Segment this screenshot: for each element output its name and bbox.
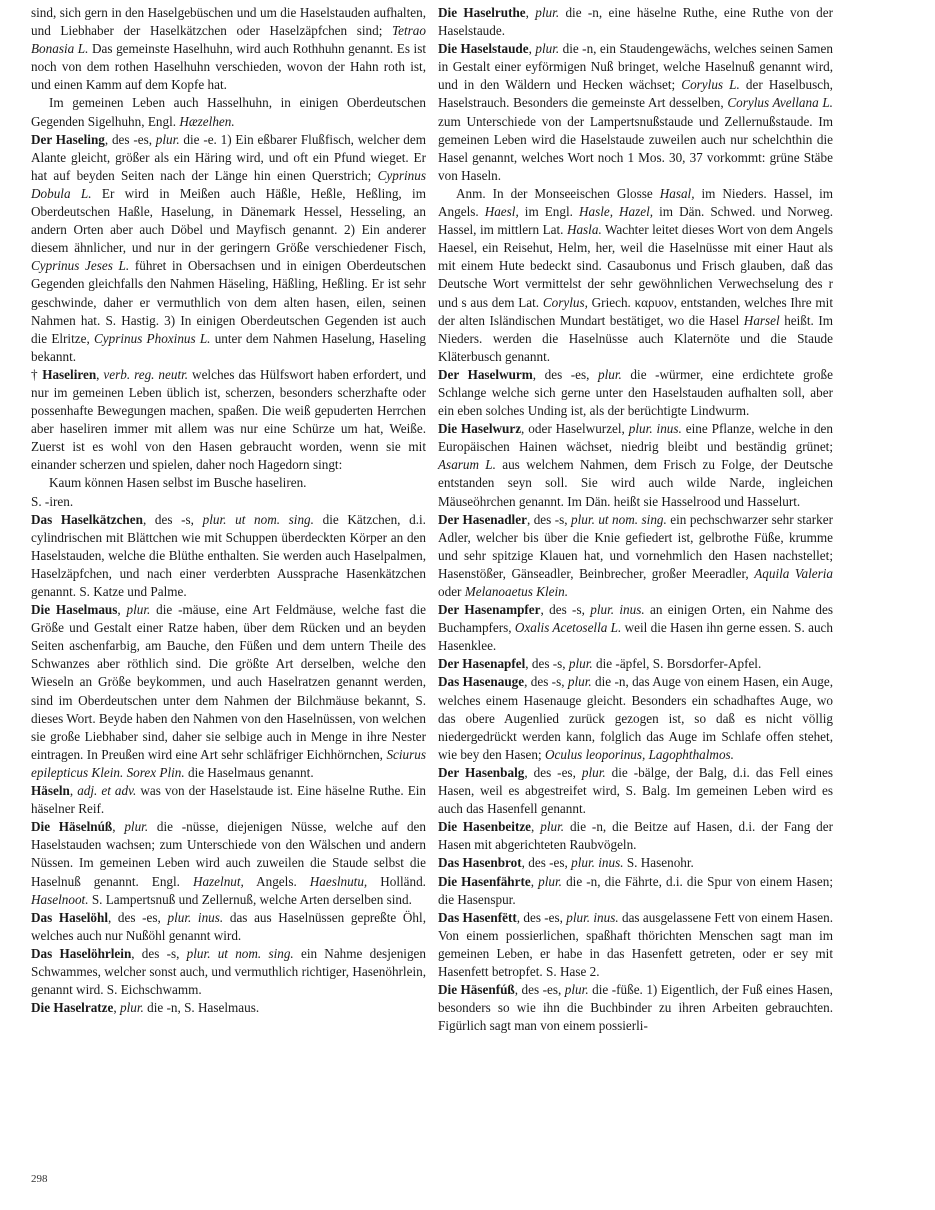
entry-text: , oder Haselwurzel, (521, 421, 629, 437)
entry-text: Er wird in Meißen auch Häßle, Heßle, Heßling, im Oberdeutschen Haßle, Haselung, in Dänemark Hessel, Hesseling, an andern Orten aber auch Döbel und Mayfisch genannt. 2) Ein anderer diesem ähnlicher, und nur in der geringern Größe verschiedener Fisch, (31, 185, 426, 256)
italic-term: Asarum L. (438, 457, 496, 473)
entry-text: , (530, 873, 539, 889)
dictionary-entry (31, 945, 426, 999)
entry-text: die -e. 1) Ein eßbarer Flußfisch, welcher dem Alante gleicht, größer als ein Häring wird, und oft ein Pfund wieget. Er hat auf beyden Seiten nach der Länge hin einen Querstrich; (31, 131, 426, 183)
entry-text: sind, sich gern in den Haselgebüschen und um die Haselstauden aufhalten, und Liebhaber der Haselkätzchen oder Haselzäpfchen sind; (31, 5, 426, 39)
indented-paragraph (31, 94, 426, 130)
italic-term: plur. (535, 41, 560, 57)
italic-term: Oxalis Acetosella L. (514, 620, 622, 636)
headword: Der Hasenapfel (438, 656, 526, 672)
entry-text: , des -es, (514, 982, 565, 998)
indented-paragraph (438, 185, 833, 366)
entry-text: im Engl. (518, 204, 579, 220)
entry-text: , (69, 783, 78, 799)
entry-text: die -n, die Beitze auf Hasen, d.i. der Fang der Hasen mit abgerichteten Raubvögeln. (438, 819, 834, 853)
italic-term: plur. (568, 656, 593, 672)
entry-text: , des -s, (142, 511, 203, 527)
dictionary-entry (31, 782, 426, 818)
italic-term: Cyprinus Jeses L. (31, 258, 130, 274)
entry-text: , (117, 602, 127, 618)
italic-term: verb. reg. neutr. (103, 366, 189, 382)
entry-text: Im gemeinen Leben auch Hasselhuhn, in einigen Oberdeutschen Gegenden Sigelhuhn, Engl. (31, 95, 426, 129)
italic-term: adj. et adv. (77, 783, 137, 799)
dictionary-entry (438, 40, 833, 185)
headword: Die Häselnúß (31, 819, 113, 835)
entry-text: Holländ. (367, 873, 426, 889)
headword: Der Hasenadler (438, 511, 527, 527)
entry-text: der Haselbusch, Haselstrauch. Besonders die gemeinste Art desselben, (438, 77, 833, 111)
italic-term: plur. (535, 5, 560, 20)
italic-term: Hasla. (566, 222, 602, 238)
headword: Der Haseling (31, 131, 105, 147)
italic-term: plur. (155, 131, 180, 147)
italic-term: plur. (126, 602, 151, 618)
entry-text: , des -s, (131, 945, 187, 961)
dictionary-entry (438, 601, 833, 655)
italic-term: Haeslnutu, (309, 873, 368, 889)
italic-term: Hasal, (659, 185, 695, 201)
italic-term: plur. (124, 819, 149, 835)
entry-text: ein pechschwarzer sehr starker Adler, welcher bis über die Knie gefiedert ist, gelbrothe Füße, krumme und sehr spitzige Klauen hat, und vornehmlich den Hasen nachstellet; Hasenstößer, Gänseadler, Beinbrecher, großer Meeradler, (438, 511, 833, 581)
dictionary-entry (438, 366, 833, 420)
entry-text: ein Nahme desjenigen Schwammes, welcher sonst auch, und vermuthlich richtiger, Hasenöhrlein, genannt wird. S. Eichschwamm. (31, 945, 427, 998)
italic-term: plur. (567, 674, 592, 690)
entry-text: die -n, das Auge von einem Hasen, ein Auge, welches einem Hasenauge gleicht. Besonders ein schadhaftes Auge, wo das obere Augenlied zurück gezogen ist, so daß es nicht völlig niedergedrückt werden kann, folglich das Auge im Schlafe offen stehet, wie bey den Hasen; (438, 674, 833, 762)
italic-term: Oculus leoporinus, Lagophthalmos. (544, 746, 734, 762)
headword: Die Haselmaus (31, 602, 118, 618)
headword: Das Haselöhl (31, 909, 108, 925)
italic-term: Harsel (743, 312, 780, 328)
entry-text: die -füße. 1) Eigentlich, der Fuß eines Hasen, besonders so wie ihn die Buchbinder zu ihren Arbeiten gebrauchten. Figürlich sagt man von einem possierli- (438, 982, 833, 1034)
entry-text: weil die Hasen ihn gerne essen. S. auch Hasenklee. (438, 620, 834, 654)
headword: Das Hasenfëtt (438, 909, 517, 925)
entry-text: , des -s, (524, 674, 568, 690)
dictionary-entry (438, 764, 833, 818)
headword: Die Haselratze (31, 1000, 114, 1016)
italic-term: plur. (598, 366, 622, 382)
entry-text: , (528, 41, 536, 57)
italic-term: plur. inus. (628, 421, 682, 437)
italic-term: Haesl, (484, 204, 519, 220)
dictionary-entry (438, 673, 833, 763)
entry-text: , des -es, (107, 909, 168, 925)
continued-paragraph (31, 4, 426, 94)
entry-text: eine Pflanze, welche in den Europäischen Hainen wächset, niedrig bleibt und beständig grünet; (438, 421, 833, 455)
entry-text: S. Lampertsnuß und Zellernuß, welche Arten derselben sind. (88, 891, 412, 907)
italic-term: Sciurus epilepticus Klein. Sorex Plin. (31, 746, 426, 780)
headword: Das Haselöhrlein (31, 945, 132, 961)
entry-text: † (31, 366, 43, 382)
dictionary-entry (438, 655, 833, 673)
left-column (31, 4, 426, 1017)
headword: Der Hasenbalg (438, 764, 525, 780)
dictionary-entry (438, 511, 833, 601)
italic-term: Tetrao Bonasia L. (31, 23, 426, 57)
dictionary-entry (438, 420, 833, 510)
entry-text: , des -es, (524, 764, 582, 780)
entry-text: , (531, 819, 541, 835)
entry-text: die -n, die Fährte, d.i. die Spur von einem Hasen; die Hasenspur. (438, 873, 833, 907)
entry-text: im Nieders. Hassel, im Angels. (438, 185, 834, 220)
entry-text: führet in Obersachsen und in einigen Oberdeutschen Gegenden gleichfalls den Nahmen Häseling, Häßling, Heßling. Er ist sehr geschwinde, daher er vermuthlich von dem alten hasen, eilen, seinen Nahmen hat. S. Hastig. 3) In einigen Oberdeutschen Gegenden ist auch die Elritze, (31, 258, 426, 346)
entry-text: , des -es, (516, 909, 567, 925)
entry-text: , des -s, (526, 511, 572, 527)
entry-text: die -äpfel, S. Borsdorfer-Apfel. (592, 656, 762, 672)
headword: Die Hasenfährte (438, 873, 531, 889)
entry-text: , (525, 5, 536, 20)
dictionary-entry (438, 4, 833, 40)
italic-term: plur. ut nom. sing. (202, 511, 314, 527)
entry-text: S. Hasenohr. (623, 855, 694, 871)
italic-term: plur. ut nom. sing. (571, 511, 667, 527)
right-column (438, 4, 833, 1035)
dictionary-entry (31, 366, 426, 475)
headword: Die Haselwurz (438, 421, 522, 437)
entry-text: die -bälge, der Balg, d.i. das Fell eines Hasen, weil es abgestreifet wird, S. Balg. Im gemeinen Leben wird es auch das Hasenfell genannt. (438, 764, 833, 817)
dictionary-entry (438, 818, 833, 854)
entry-text: Anm. In der Monseeischen Glosse (456, 185, 660, 201)
italic-term: plur. (581, 764, 606, 780)
headword: Die Hasenbeitze (438, 819, 532, 835)
entry-text: zum Unterschiede von der Lampertsnußstaude und Zellernußstaude. Im gemeinen Leben wird die Haselstaude zuweilen auch nur schelchthin die Hasel genannt, welches Wort noch 1 Mos. 30, 37 vorkommt: grüne Stäbe von Haseln. (438, 113, 833, 183)
entry-text: die Haselmaus genannt. (184, 764, 314, 780)
entry-text: was von der Haselstaude ist. Eine häselne Ruthe. Ein häselner Reif. (31, 783, 427, 817)
entry-text: Wachter leitet dieses Wort von dem Angels Haesel, ein Reisehut, Helm, her, weil die Haselnüsse mit einer Haut als mit einem Hute bedeckt sind. Casaubonus und Frisch glauben, daß das Deutsche Wort vermittelst der sehr gewöhnlichen Verwechselung des r und s aus dem Lat. (438, 222, 834, 310)
entry-text: , des -es, (521, 855, 572, 871)
entry-text: das aus Haselnüssen gepreßte Öhl, welches auch nur Nußöhl genannt wird. (31, 909, 426, 943)
dictionary-entry (31, 601, 426, 782)
headword: Der Hasenampfer (438, 602, 541, 618)
entry-text: Angels. (243, 873, 310, 889)
indented-paragraph (31, 474, 426, 492)
italic-term: plur. inus. (571, 855, 624, 871)
italic-term: Hasle, Hazel, (578, 204, 654, 220)
entry-text: die -n, ein Staudengewächs, welches seinen Samen in Gestalt einer eyförmigen Nuß bringet, welche Haselnuß genannt wird, und in den Wäldern und Hecken wächset; (438, 41, 833, 93)
italic-term: plur. inus. (167, 909, 224, 925)
italic-term: plur. inus. (590, 602, 645, 618)
headword: Das Hasenauge (438, 674, 525, 690)
italic-term: plur. (564, 982, 589, 998)
dictionary-entry (31, 131, 426, 366)
italic-term: Melanoaetus Klein. (464, 584, 569, 599)
italic-term: plur. (538, 873, 562, 889)
dictionary-entry (438, 981, 833, 1035)
italic-term: plur. ut nom. sing. (186, 945, 294, 961)
italic-term: Hæzelhen. (179, 113, 235, 129)
italic-term: Cyprinus Phoxinus L. (93, 330, 211, 346)
entry-text: , des -s, (540, 602, 591, 618)
italic-term: plur. inus. (566, 909, 619, 925)
entry-text: , des -es, (104, 131, 156, 147)
dictionary-entry (31, 493, 426, 511)
dictionary-entry (438, 909, 833, 981)
entry-text: die -n, S. Haselmaus. (143, 1000, 260, 1016)
entry-text: oder (438, 584, 465, 599)
dictionary-entry (31, 999, 426, 1017)
headword: Häseln (31, 783, 70, 799)
dictionary-entry (438, 873, 833, 909)
entry-text: die -mäuse, eine Art Feldmäuse, welche fast die Größe und Gestalt einer Ratze haben, über dem Rücken und an beyden Seiten aschenfarbig, am Bauche, den Füßen und dem untern Theile des Schwanzes aber röthlich sind. Die größte Art derselben, welche den Wieseln an Größe beykommen, und auch Haselratzen genannt werden, sind im Oberdeutschen unter dem Nahmen der Bilchmäuse bekannt, S. dieses Wort. Beyde haben den Nahmen von den Haselnüssen, von welchen sie große Liebhaber sind, daher sie selbige auch in Menge in ihre Nester eintragen. In Preußen wird eine Art sehr schläfriger Eichhörnchen, (31, 602, 427, 762)
italic-term: Haselnoot. (31, 891, 89, 907)
headword: Haseliren (42, 366, 97, 382)
entry-text: , des -s, (525, 656, 569, 672)
entry-text: im Dän. Schwed. und Norweg. Hassel, im mittlern Lat. (438, 204, 833, 238)
entry-text: die -n, eine häselne Ruthe, eine Ruthe von der Haselstaude. (438, 5, 833, 39)
entry-text: , (113, 1000, 120, 1016)
italic-term: plur. (119, 1000, 144, 1016)
headword: Die Haselstaude (438, 41, 529, 57)
entry-text: welches das Hülfswort haben erfordert, und nur im gemeinen Leben üblich ist, scherzen, besonders scherzhafte oder possenhafte Bewegungen machen, spaßen. Die weiß gepuderten Herrchen aber haseliren immer mit allem was nur eine Schürze um hat, Weiße. Zuerst ist es wohl von den Hasen gebraucht worden, wenn sie mit einander scherzen und spielen, daher noch Hagedorn singt: (31, 366, 427, 473)
italic-term: Corylus Avellana L. (727, 95, 833, 111)
entry-text: die -nüsse, diejenigen Nüsse, welche auf den Haselstauden wachsen; zum Unterschiede von den Wälschen und andern Nüssen. Im gemeinen Leben wird auch zuweilen die Staude selbst die Haselnuß genannt. Engl. (31, 819, 427, 889)
entry-text: unter dem Nahmen Haselung, Haseling bekannt. (31, 330, 426, 364)
entry-text: die Kätzchen, d.i. cylindrischen mit Blättchen wie mit Schuppen überdeckten Körper an den Haselstauden, welche die Blüthe enthalten. Sie werden auch Haselpalmen, Haselzäpfchen, und nach einer verderbten Aussprache Hasenkätzchen genannt. S. Katze und Palme. (31, 511, 426, 599)
italic-term: Hazelnut, (192, 873, 244, 889)
entry-text: Kaum können Hasen selbst im Busche haseliren. (49, 475, 307, 491)
page-number: 298 (31, 1173, 48, 1185)
entry-text: , des -es, (532, 366, 599, 382)
dictionary-entry (31, 909, 426, 945)
headword: Der Haselwurm (438, 366, 533, 382)
italic-term: plur. (540, 819, 565, 835)
entry-text: heißt. Im Nieders. werden die Haselnüsse auch Klaternöte und die Staude Kläterbusch genannt. (438, 312, 833, 364)
italic-term: Cyprinus Dobula L. (31, 167, 426, 201)
entry-text: die -würmer, eine erdichtete große Schlange welche sich gerne unter den Haselstauden aufhalten soll, aber ein eben solches Unding ist, als der berüchtigte Lindwurm. (438, 366, 833, 419)
italic-term: Corylus, (542, 294, 588, 310)
italic-term: Corylus L. (681, 77, 740, 93)
dictionary-entry (31, 511, 426, 601)
entry-text: Griech. καρυον, entstanden, welches Ihre mit der alten Isländischen Mundart bestätiget, wo die Hasel (438, 294, 833, 328)
headword: Das Haselkätzchen (31, 511, 143, 527)
entry-text: an einigen Orten, ein Nahme des Buchampfers, (438, 602, 833, 636)
entry-text: das ausgelassene Fett von einem Hasen. Von einem possierlichen, spaßhaft thörichten Menschen sagt man im gemeinen Leben, er habe in das Hasenfett getreten, oder er sey mit Hasenfett betropfet. S. Hase 2. (438, 909, 833, 979)
dictionary-entry (438, 854, 833, 872)
italic-term: Aquila Valeria (754, 565, 833, 581)
headword: Das Hasenbrot (438, 855, 522, 871)
dictionary-entry (31, 818, 426, 908)
entry-text: S. -iren. (31, 493, 74, 509)
headword: Die Häsenfúß (438, 982, 515, 998)
entry-text: , (112, 819, 125, 835)
entry-text: Das gemeinste Haselhuhn, wird auch Rothhuhn genannt. Es ist noch von dem rothen Haselhuhn verschieden, wovon der Hahn roth ist, und einen Kamm auf dem Kopfe hat. (31, 41, 427, 93)
headword: Die Haselruthe (438, 5, 526, 20)
entry-text: aus welchem Nahmen, dem Frisch zu Folge, der Deutsche entstanden seyn soll. Sie wird auch wilde Narde, ingleichen Mäuseöhrchen genannt. Im Dän. heißt sie Hasselrood und Hasselurt. (438, 457, 833, 509)
entry-text: , (96, 366, 104, 382)
